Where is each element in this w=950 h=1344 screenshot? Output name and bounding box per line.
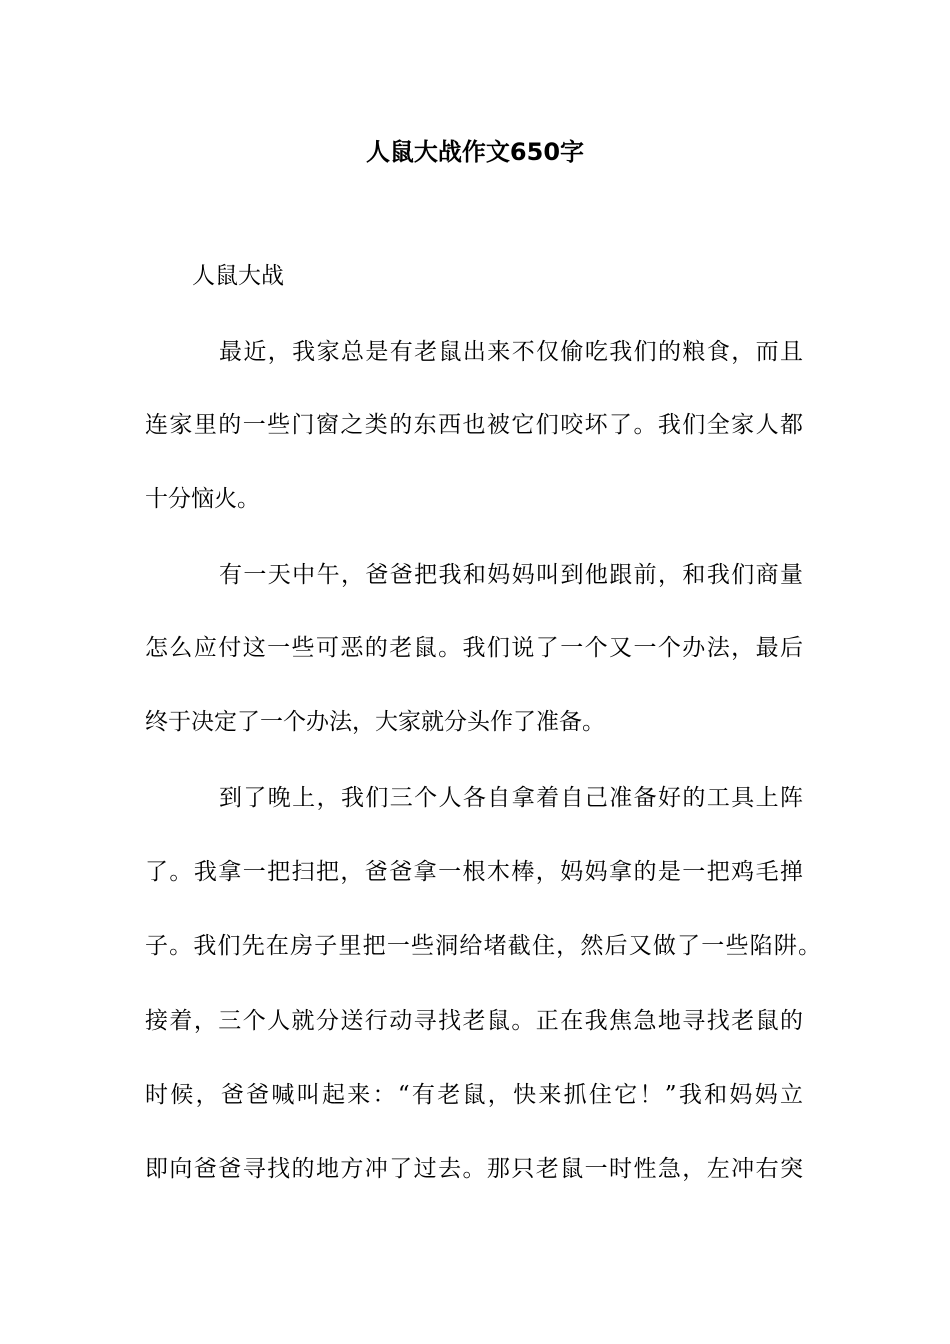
paragraph-line: 到了晚上，我们三个人各自拿着自己准备好的工具上阵 [219, 785, 803, 811]
paragraph-line: 怎么应付这一些可恶的老鼠。我们说了一个又一个办法，最后 [145, 635, 803, 661]
paragraph-line: 连家里的一些门窗之类的东西也被它们咬坏了。我们全家人都 [145, 412, 803, 438]
paragraph-line: 时候，爸爸喊叫起来：“有老鼠，快来抓住它！”我和妈妈立 [145, 1082, 803, 1108]
paragraph-line: 即向爸爸寻找的地方冲了过去。那只老鼠一时性急，左冲右突 [145, 1156, 803, 1182]
paragraph-line: 子。我们先在房子里把一些洞给堵截住，然后又做了一些陷阱。 [145, 933, 821, 959]
paragraph-line: 有一天中午，爸爸把我和妈妈叫到他跟前，和我们商量 [219, 562, 803, 588]
paragraph-line: 十分恼火。 [145, 486, 260, 512]
essay-subtitle: 人鼠大战 [192, 263, 284, 289]
paragraph-line: 接着，三个人就分送行动寻找老鼠。正在我焦急地寻找老鼠的 [145, 1008, 803, 1034]
paragraph-line: 了。我拿一把扫把，爸爸拿一根木棒，妈妈拿的是一把鸡毛掸 [145, 859, 803, 885]
paragraph-line: 终于决定了一个办法，大家就分头作了准备。 [145, 709, 605, 735]
paragraph-line: 最近，我家总是有老鼠出来不仅偷吃我们的粮食，而且 [219, 339, 803, 365]
document-title: 人鼠大战作文650字 [365, 138, 585, 166]
